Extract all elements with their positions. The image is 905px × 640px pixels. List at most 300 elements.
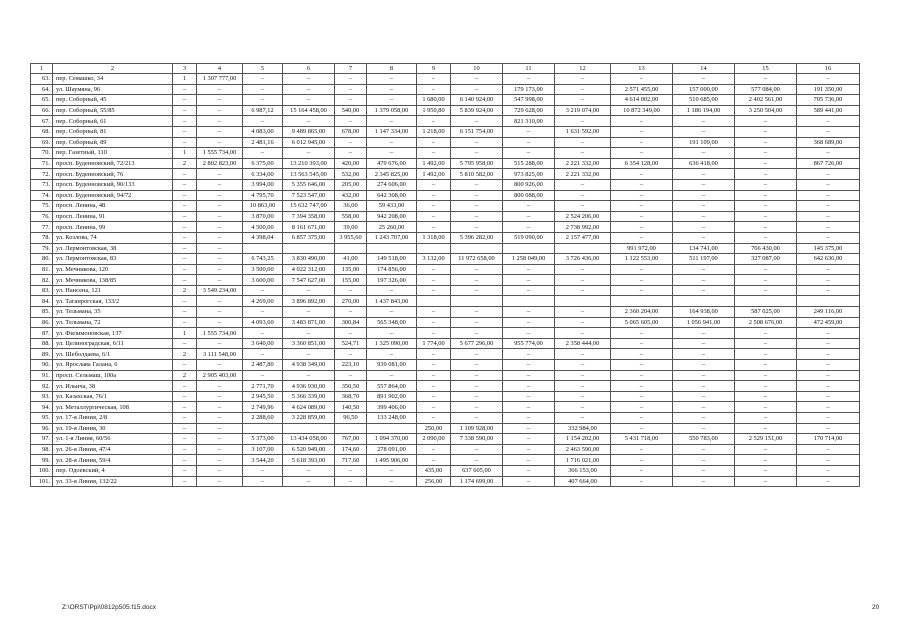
value-cell: 577 084,00 xyxy=(735,84,797,95)
value-cell: – xyxy=(367,84,417,95)
value-cell: 4 398,04 xyxy=(243,232,283,243)
value-cell: – xyxy=(555,84,611,95)
address-cell: просп. Буденновский, 90/133 xyxy=(53,179,173,190)
value-cell: – xyxy=(173,455,197,466)
value-cell: 3 955,60 xyxy=(335,232,367,243)
address-cell: ул. Шеболдаева, 6/1 xyxy=(53,349,173,360)
table-row xyxy=(31,190,860,201)
value-cell: – xyxy=(417,402,451,413)
value-cell: – xyxy=(797,381,860,392)
value-cell: – xyxy=(611,201,673,212)
value-cell: – xyxy=(173,307,197,318)
value-cell: 2 905 403,00 xyxy=(197,370,243,381)
value-cell: 3 640,00 xyxy=(243,338,283,349)
value-cell: – xyxy=(673,476,735,487)
table-row xyxy=(31,402,860,413)
value-cell: – xyxy=(555,148,611,159)
value-cell: – xyxy=(367,349,417,360)
value-cell: 2 xyxy=(173,349,197,360)
value-cell: – xyxy=(197,296,243,307)
value-cell: 205,00 xyxy=(335,179,367,190)
value-cell: 4 795,70 xyxy=(243,190,283,201)
footer-file-path: Z:\ORST\Ppi\0812p505.f15.docx xyxy=(62,604,156,611)
address-cell: ул. Металлургическая, 108 xyxy=(53,402,173,413)
value-cell: – xyxy=(451,179,503,190)
value-cell: – xyxy=(503,434,555,445)
value-cell: – xyxy=(673,370,735,381)
value-cell: 5 677 296,00 xyxy=(451,338,503,349)
value-cell: 515 288,00 xyxy=(503,158,555,169)
table-row xyxy=(31,285,860,296)
value-cell: – xyxy=(611,169,673,180)
value-cell: – xyxy=(283,370,335,381)
value-cell: 5 355 646,00 xyxy=(283,179,335,190)
value-cell: – xyxy=(735,423,797,434)
value-cell: – xyxy=(243,74,283,85)
value-cell: – xyxy=(555,201,611,212)
value-cell: – xyxy=(797,126,860,137)
value-cell: – xyxy=(503,201,555,212)
row-number-cell: 86. xyxy=(31,317,53,328)
value-cell: 3 544,20 xyxy=(243,455,283,466)
table-row xyxy=(31,381,860,392)
value-cell: 1 379 058,00 xyxy=(367,105,417,116)
value-cell: – xyxy=(797,179,860,190)
row-number-cell: 64. xyxy=(31,84,53,95)
address-cell: просп. Ленина, 91 xyxy=(53,211,173,222)
row-number-cell: 95. xyxy=(31,413,53,424)
value-cell: – xyxy=(173,444,197,455)
value-cell: – xyxy=(797,413,860,424)
address-cell: ул. Ильича, 38 xyxy=(53,381,173,392)
value-cell: 557 864,00 xyxy=(367,381,417,392)
value-cell: – xyxy=(611,232,673,243)
value-cell: – xyxy=(673,360,735,371)
value-cell: – xyxy=(283,95,335,106)
value-cell: – xyxy=(173,381,197,392)
value-cell: – xyxy=(555,328,611,339)
value-cell: – xyxy=(417,381,451,392)
header-cell: 1 xyxy=(31,64,53,74)
value-cell: – xyxy=(735,381,797,392)
value-cell: – xyxy=(673,413,735,424)
value-cell: 157 000,00 xyxy=(673,84,735,95)
value-cell: 2 402 561,00 xyxy=(735,95,797,106)
value-cell: – xyxy=(735,211,797,222)
row-number-cell: 80. xyxy=(31,254,53,265)
value-cell: 3 830 490,00 xyxy=(283,254,335,265)
value-cell: 4 022 312,00 xyxy=(283,264,335,275)
value-cell xyxy=(417,296,451,307)
address-cell: пер. Соборный, 55/85 xyxy=(53,105,173,116)
value-cell: 15 632 747,00 xyxy=(283,201,335,212)
value-cell: 550 783,00 xyxy=(673,434,735,445)
value-cell: 3 549 234,00 xyxy=(197,285,243,296)
value-cell: 547 998,00 xyxy=(503,95,555,106)
value-cell: 278 091,00 xyxy=(367,444,417,455)
value-cell: – xyxy=(173,95,197,106)
value-cell: – xyxy=(735,413,797,424)
value-cell: – xyxy=(173,169,197,180)
address-cell: просп. Ленина, 48 xyxy=(53,201,173,212)
address-cell: ул. Казахская, 76/1 xyxy=(53,391,173,402)
value-cell: – xyxy=(451,444,503,455)
value-cell xyxy=(735,296,797,307)
value-cell: – xyxy=(367,95,417,106)
value-cell: – xyxy=(735,349,797,360)
value-cell: – xyxy=(503,360,555,371)
value-cell: – xyxy=(283,148,335,159)
value-cell: – xyxy=(283,116,335,127)
value-cell: 3 483 871,00 xyxy=(283,317,335,328)
value-cell: 1 243 707,00 xyxy=(367,232,417,243)
value-cell: 540,00 xyxy=(335,105,367,116)
value-cell: – xyxy=(503,423,555,434)
value-cell: – xyxy=(673,211,735,222)
value-cell: – xyxy=(173,201,197,212)
value-cell: – xyxy=(335,328,367,339)
value-cell: – xyxy=(451,148,503,159)
value-cell: 2 288,60 xyxy=(243,413,283,424)
value-cell: – xyxy=(797,360,860,371)
row-number-cell: 93. xyxy=(31,391,53,402)
address-cell: ул. 28-я Линия, 59/4 xyxy=(53,455,173,466)
value-cell: – xyxy=(367,465,417,476)
value-cell: – xyxy=(335,465,367,476)
value-cell: 1 xyxy=(173,328,197,339)
value-cell: 1 318,00 xyxy=(417,232,451,243)
value-cell: – xyxy=(797,74,860,85)
value-cell: 250,00 xyxy=(417,423,451,434)
value-cell: – xyxy=(611,285,673,296)
value-cell: – xyxy=(335,148,367,159)
value-cell: – xyxy=(611,391,673,402)
address-cell: просп. Буденновский, 94/72 xyxy=(53,190,173,201)
value-cell: – xyxy=(503,349,555,360)
value-cell: – xyxy=(197,402,243,413)
value-cell: – xyxy=(173,254,197,265)
address-cell: ул. Козлова, 74 xyxy=(53,232,173,243)
table-row xyxy=(31,148,860,159)
value-cell: – xyxy=(503,307,555,318)
value-cell: – xyxy=(417,116,451,127)
value-cell: – xyxy=(503,148,555,159)
value-cell: – xyxy=(173,232,197,243)
value-cell: 140,50 xyxy=(335,402,367,413)
value-cell: – xyxy=(797,455,860,466)
address-cell: ул. 19-я Линия, 30 xyxy=(53,423,173,434)
value-cell: – xyxy=(611,116,673,127)
value-cell: 955 774,00 xyxy=(503,338,555,349)
value-cell: – xyxy=(735,338,797,349)
value-cell: 1 774,00 xyxy=(417,338,451,349)
value-cell: 41,00 xyxy=(335,254,367,265)
value-cell: – xyxy=(503,476,555,487)
value-cell: – xyxy=(173,317,197,328)
value-cell: 5 810 582,00 xyxy=(451,169,503,180)
value-cell: – xyxy=(797,444,860,455)
value-cell: 1 716 021,00 xyxy=(555,455,611,466)
header-cell: 3 xyxy=(173,64,197,74)
value-cell: – xyxy=(673,148,735,159)
value-cell: – xyxy=(797,285,860,296)
value-cell: – xyxy=(417,137,451,148)
value-cell: – xyxy=(503,264,555,275)
header-cell: 5 xyxy=(243,64,283,74)
row-number-cell: 92. xyxy=(31,381,53,392)
value-cell: – xyxy=(735,201,797,212)
value-cell: – xyxy=(417,391,451,402)
table-row xyxy=(31,137,860,148)
value-cell: 479 676,00 xyxy=(367,158,417,169)
value-cell: – xyxy=(611,179,673,190)
row-number-cell: 87. xyxy=(31,328,53,339)
table-row xyxy=(31,296,860,307)
value-cell: 39,00 xyxy=(335,222,367,233)
value-cell: – xyxy=(797,423,860,434)
address-cell: ул. Ярослава Галана, 6 xyxy=(53,360,173,371)
value-cell: – xyxy=(417,201,451,212)
value-cell: – xyxy=(197,423,243,434)
value-cell: – xyxy=(673,338,735,349)
value-cell: 256,00 xyxy=(417,476,451,487)
value-cell: – xyxy=(367,476,417,487)
row-number-cell: 94. xyxy=(31,402,53,413)
value-cell: – xyxy=(173,116,197,127)
value-cell: 4 500,00 xyxy=(243,222,283,233)
value-cell: 223,10 xyxy=(335,360,367,371)
value-cell: 524,71 xyxy=(335,338,367,349)
value-cell: – xyxy=(451,360,503,371)
value-cell: 3 250 504,00 xyxy=(735,105,797,116)
value-cell: – xyxy=(673,169,735,180)
value-cell: – xyxy=(611,137,673,148)
value-cell xyxy=(503,296,555,307)
value-cell: – xyxy=(673,423,735,434)
value-cell xyxy=(367,243,417,254)
value-cell: – xyxy=(197,116,243,127)
value-cell: – xyxy=(173,105,197,116)
address-cell: пер. Соборный, 45 xyxy=(53,95,173,106)
value-cell: – xyxy=(417,360,451,371)
value-cell: – xyxy=(555,360,611,371)
value-cell: – xyxy=(503,455,555,466)
value-cell: – xyxy=(503,402,555,413)
value-cell: – xyxy=(503,444,555,455)
value-cell: 13 563 545,00 xyxy=(283,169,335,180)
value-cell: 2 221 332,00 xyxy=(555,169,611,180)
value-cell: – xyxy=(417,370,451,381)
value-cell: – xyxy=(417,444,451,455)
value-cell: 197 326,00 xyxy=(367,275,417,286)
address-cell: ул. 33-я Линия, 132/22 xyxy=(53,476,173,487)
value-cell: – xyxy=(503,391,555,402)
value-cell: – xyxy=(197,444,243,455)
row-number-cell: 83. xyxy=(31,285,53,296)
value-cell: 973 825,00 xyxy=(503,169,555,180)
value-cell: 2 571 455,00 xyxy=(611,84,673,95)
value-cell: 25 260,00 xyxy=(367,222,417,233)
value-cell: – xyxy=(673,328,735,339)
value-cell: 332 984,00 xyxy=(555,423,611,434)
value-cell: – xyxy=(611,381,673,392)
row-number-cell: 78. xyxy=(31,232,53,243)
value-cell: 729 628,00 xyxy=(503,105,555,116)
value-cell: 767,00 xyxy=(335,434,367,445)
value-cell: – xyxy=(735,158,797,169)
value-cell: 2 945,50 xyxy=(243,391,283,402)
value-cell: 7 338 590,00 xyxy=(451,434,503,445)
value-cell: 6 151 754,00 xyxy=(451,126,503,137)
value-cell: 420,00 xyxy=(335,158,367,169)
value-cell: – xyxy=(417,307,451,318)
value-cell: – xyxy=(797,201,860,212)
value-cell: – xyxy=(797,349,860,360)
value-cell: 7 523 547,00 xyxy=(283,190,335,201)
row-number-cell: 82. xyxy=(31,275,53,286)
row-number-cell: 70. xyxy=(31,148,53,159)
value-cell: – xyxy=(451,116,503,127)
address-cell: ул. Лермонтовская, 83 xyxy=(53,254,173,265)
value-cell: 2 463 590,00 xyxy=(555,444,611,455)
value-cell: 2 xyxy=(173,158,197,169)
value-cell: – xyxy=(555,95,611,106)
value-cell: – xyxy=(735,179,797,190)
value-cell: – xyxy=(503,285,555,296)
value-cell: – xyxy=(243,370,283,381)
row-number-cell: 89. xyxy=(31,349,53,360)
table-row xyxy=(31,434,860,445)
value-cell xyxy=(335,423,367,434)
value-cell: – xyxy=(451,275,503,286)
value-cell: 532,00 xyxy=(335,169,367,180)
value-cell: 3 360 851,00 xyxy=(283,338,335,349)
value-cell: – xyxy=(283,465,335,476)
value-cell: – xyxy=(451,455,503,466)
value-cell: – xyxy=(417,328,451,339)
value-cell: 472 459,00 xyxy=(797,317,860,328)
value-cell: 13 434 058,00 xyxy=(283,434,335,445)
address-cell: ул. Таганрогская, 133/2 xyxy=(53,296,173,307)
value-cell: 191 350,00 xyxy=(797,84,860,95)
value-cell: – xyxy=(555,349,611,360)
value-cell: 678,00 xyxy=(335,126,367,137)
row-number-cell: 88. xyxy=(31,338,53,349)
value-cell: 3 111 548,00 xyxy=(197,349,243,360)
row-number-cell: 75. xyxy=(31,201,53,212)
value-cell: – xyxy=(283,285,335,296)
value-cell: – xyxy=(173,476,197,487)
value-cell: – xyxy=(417,413,451,424)
value-cell: 350,50 xyxy=(335,381,367,392)
value-cell: – xyxy=(451,222,503,233)
value-cell: – xyxy=(335,307,367,318)
value-cell: 1 495 906,00 xyxy=(367,455,417,466)
value-cell: – xyxy=(611,465,673,476)
header-cell: 10 xyxy=(451,64,503,74)
value-cell: 1 xyxy=(173,148,197,159)
value-cell: – xyxy=(197,476,243,487)
value-cell: – xyxy=(797,338,860,349)
value-cell: – xyxy=(243,328,283,339)
value-cell: 589 441,00 xyxy=(797,105,860,116)
value-cell: 10 872 349,00 xyxy=(611,105,673,116)
value-cell: 705 736,00 xyxy=(797,95,860,106)
row-number-cell: 76. xyxy=(31,211,53,222)
value-cell: 5 366 339,00 xyxy=(283,391,335,402)
value-cell: – xyxy=(173,190,197,201)
table-body xyxy=(31,64,860,487)
table-row xyxy=(31,254,860,265)
value-cell: – xyxy=(673,190,735,201)
value-cell: 766 430,00 xyxy=(735,243,797,254)
value-cell: – xyxy=(417,148,451,159)
value-cell: – xyxy=(173,296,197,307)
value-cell: – xyxy=(451,413,503,424)
value-cell: – xyxy=(173,84,197,95)
row-number-cell: 91. xyxy=(31,370,53,381)
value-cell: – xyxy=(735,370,797,381)
value-cell: – xyxy=(611,275,673,286)
value-cell xyxy=(611,296,673,307)
value-cell: – xyxy=(197,307,243,318)
address-cell: пер. Соборный, 81 xyxy=(53,126,173,137)
value-cell: 2 360 204,00 xyxy=(611,307,673,318)
row-number-cell: 72. xyxy=(31,169,53,180)
address-cell: ул. 17-я Линия, 2/8 xyxy=(53,413,173,424)
value-cell: – xyxy=(735,360,797,371)
table-row xyxy=(31,169,860,180)
value-cell: – xyxy=(417,222,451,233)
value-cell: – xyxy=(797,391,860,402)
value-cell: – xyxy=(735,275,797,286)
value-cell: – xyxy=(555,381,611,392)
value-cell: 6 375,00 xyxy=(243,158,283,169)
row-number-cell: 97. xyxy=(31,434,53,445)
table-row xyxy=(31,328,860,339)
table-row xyxy=(31,455,860,466)
value-cell: 587 025,00 xyxy=(735,307,797,318)
value-cell: 1 186 194,00 xyxy=(673,105,735,116)
table-row xyxy=(31,465,860,476)
table-row xyxy=(31,95,860,106)
value-cell: 5 618 393,00 xyxy=(283,455,335,466)
value-cell: 2 345 825,00 xyxy=(367,169,417,180)
value-cell: – xyxy=(797,275,860,286)
value-cell: 3 107,00 xyxy=(243,444,283,455)
value-cell: – xyxy=(335,95,367,106)
value-cell: 558,00 xyxy=(335,211,367,222)
value-cell: 891 902,00 xyxy=(367,391,417,402)
value-cell: – xyxy=(673,381,735,392)
value-cell: – xyxy=(367,116,417,127)
value-cell: – xyxy=(611,349,673,360)
address-cell: ул. Тельмана, 35 xyxy=(53,307,173,318)
value-cell: – xyxy=(197,126,243,137)
value-cell: – xyxy=(283,349,335,360)
value-cell xyxy=(797,296,860,307)
value-cell: 179 173,00 xyxy=(503,84,555,95)
value-cell: 134 741,00 xyxy=(673,243,735,254)
value-cell: 800 926,00 xyxy=(503,179,555,190)
value-cell: – xyxy=(555,285,611,296)
value-cell: – xyxy=(243,307,283,318)
address-cell: ул. Мечникова, 138/85 xyxy=(53,275,173,286)
value-cell: 15 164 458,00 xyxy=(283,105,335,116)
value-cell: – xyxy=(611,190,673,201)
value-cell: 2 529 151,00 xyxy=(735,434,797,445)
value-cell: – xyxy=(173,402,197,413)
